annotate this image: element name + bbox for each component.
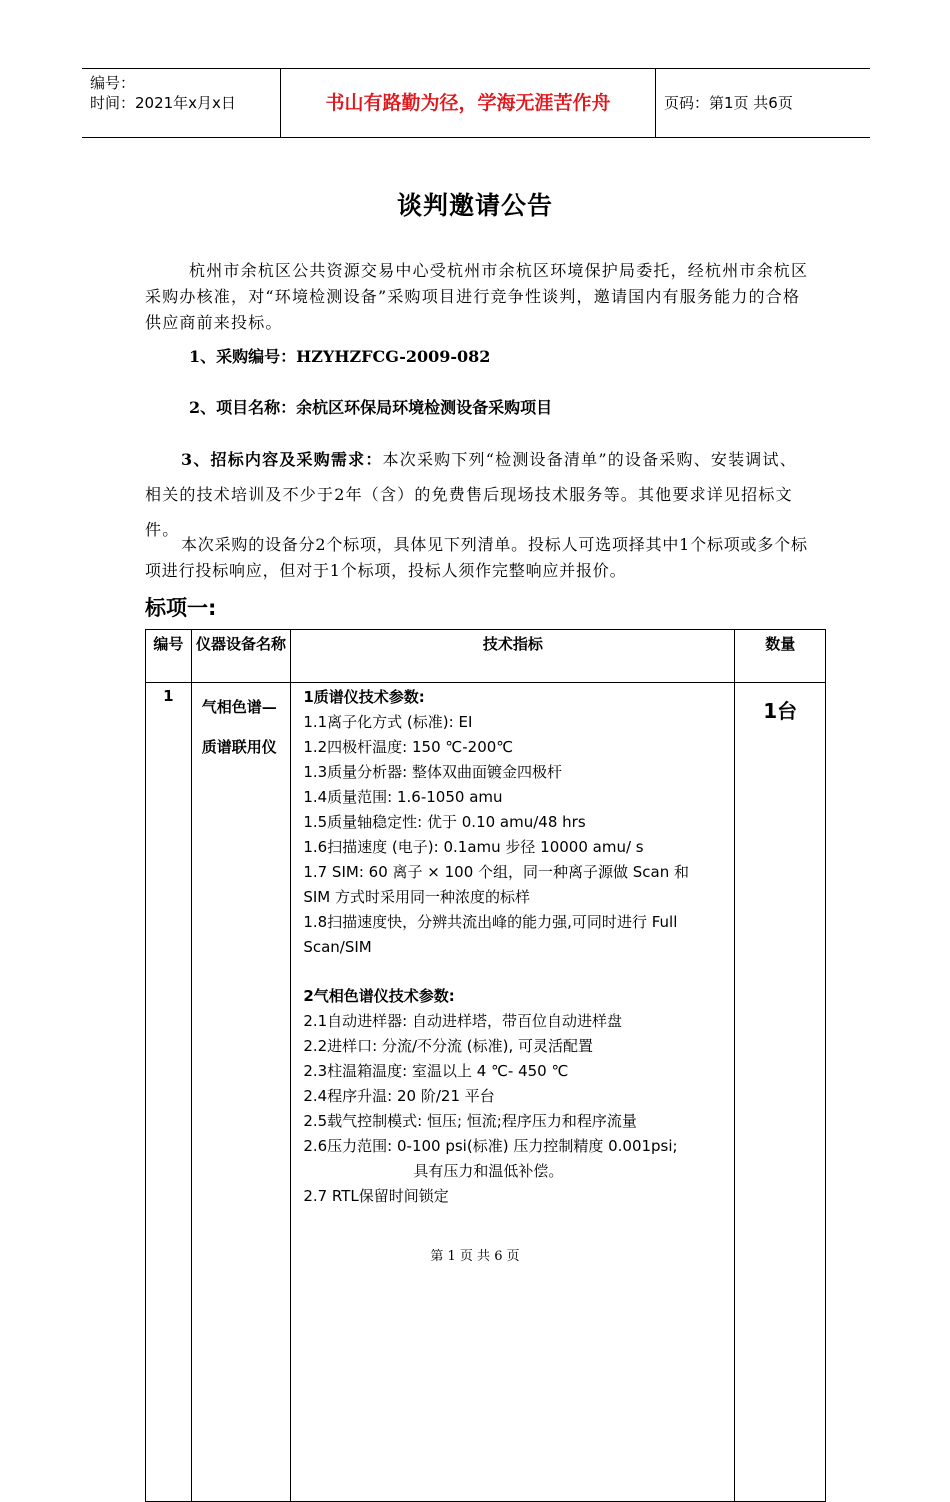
tender-content-label: 3、招标内容及采购需求： [181,450,383,469]
intro-paragraph: 杭州市余杭区公共资源交易中心受杭州市余杭区环境保护局委托，经杭州市余杭区采购办核准，对“环境检测设备”采购项目进行竞争性谈判，邀请国内有服务能力的合格供应商前来投标。 [145,261,809,332]
spec-line: 1.5质量轴稳定性: 优于 0.10 amu/48 hrs [303,813,586,831]
project-name: 2、项目名称：余杭区环保局环境检测设备采购项目 [189,398,553,417]
lots-paragraph: 本次采购的设备分2个标项，具体见下列清单。投标人可选项择其中1个标项或多个标项进行投标响应，但对于1个标项，投标人须作完整响应并报价。 [145,535,808,580]
spec-line: 2.5载气控制模式: 恒压; 恒流;程序压力和程序流量 [303,1112,637,1130]
row-number: 1 [146,683,192,1502]
time-label: 时间：2021年x月x日 [90,94,236,112]
header-motto: 书山有路勤为径，学海无涯苦作舟 [280,69,656,137]
header-number: 编号 [146,630,192,683]
spec-line: SIM 方式时采用同一种浓度的标样 [303,888,530,906]
equipment-name-line1: 气相色谱— [201,698,277,716]
spec-line: 1.6扫描速度 (电子): 0.1amu 步径 10000 amu/ s [303,838,644,856]
spec-line: 1.7 SIM: 60 离子 × 100 个组，同一种离子源做 Scan 和 [303,863,690,881]
table-row [146,683,826,1502]
spec-spacer [303,960,730,984]
spec-line: 具有压力和温低补偿。 [413,1162,564,1180]
row-tech-spec [291,683,735,1502]
spec-line: 1.4质量范围: 1.6-1050 amu [303,788,503,806]
header-page-info: 页码：第1页 共6页 [664,94,793,112]
equipment-name-line2: 质谱联用仪 [201,738,277,756]
header-meta [82,69,280,137]
page-footer: 第 1 页 共 6 页 [430,1249,520,1264]
spec-line: 2.1自动进样器: 自动进样塔，带百位自动进样盘 [303,1012,622,1030]
equipment-table [145,629,826,1502]
spec-line: 2.7 RTL保留时间锁定 [303,1187,449,1205]
row-quantity: 1台 [735,683,826,1502]
header-quantity: 数量 [735,630,826,683]
section-title: 标项一: [145,596,217,620]
spec-line: 1.1离子化方式 (标准): EI [303,713,473,731]
spec-line: Scan/SIM [303,938,372,956]
spec-line: 2.6压力范围: 0-100 psi(标准) 压力控制精度 0.001psi; [303,1137,678,1155]
document-title: 谈判邀请公告 [396,191,553,220]
spec-line: 2.2进样口: 分流/不分流 (标准), 可灵活配置 [303,1037,594,1055]
spec-line: 1.3质量分析器: 整体双曲面镀金四极杆 [303,763,562,781]
header-equipment-name: 仪器设备名称 [191,630,291,683]
spec-line: 2.4程序升温: 20 阶/21 平台 [303,1087,495,1105]
spec-line: 1.2四极杆温度: 150 ℃-200℃ [303,738,514,756]
header-tech-spec: 技术指标 [291,630,735,683]
spec-heading: 1质谱仪技术参数: [303,688,425,706]
spec-line: 2.3柱温箱温度: 室温以上 4 ℃- 450 ℃ [303,1062,569,1080]
procurement-number: 1、采购编号：HZYHZFCG-2009-082 [189,347,491,366]
tender-content-text: 本次采购下列“检测设备清单”的设备采购、安装调试、相关的技术培训及不少于2年（含）的免费售后现场技术服务等。其他要求详见招标文件。 [145,450,797,539]
table-header-row [146,630,826,683]
spec-line: 1.8扫描速度快，分辨共流出峰的能力强,可同时进行 Full [303,913,678,931]
header-box [82,68,870,138]
spec-heading: 2气相色谱仪技术参数: [303,987,455,1005]
number-label: 编号： [90,74,136,92]
row-equipment-name [191,683,291,1502]
